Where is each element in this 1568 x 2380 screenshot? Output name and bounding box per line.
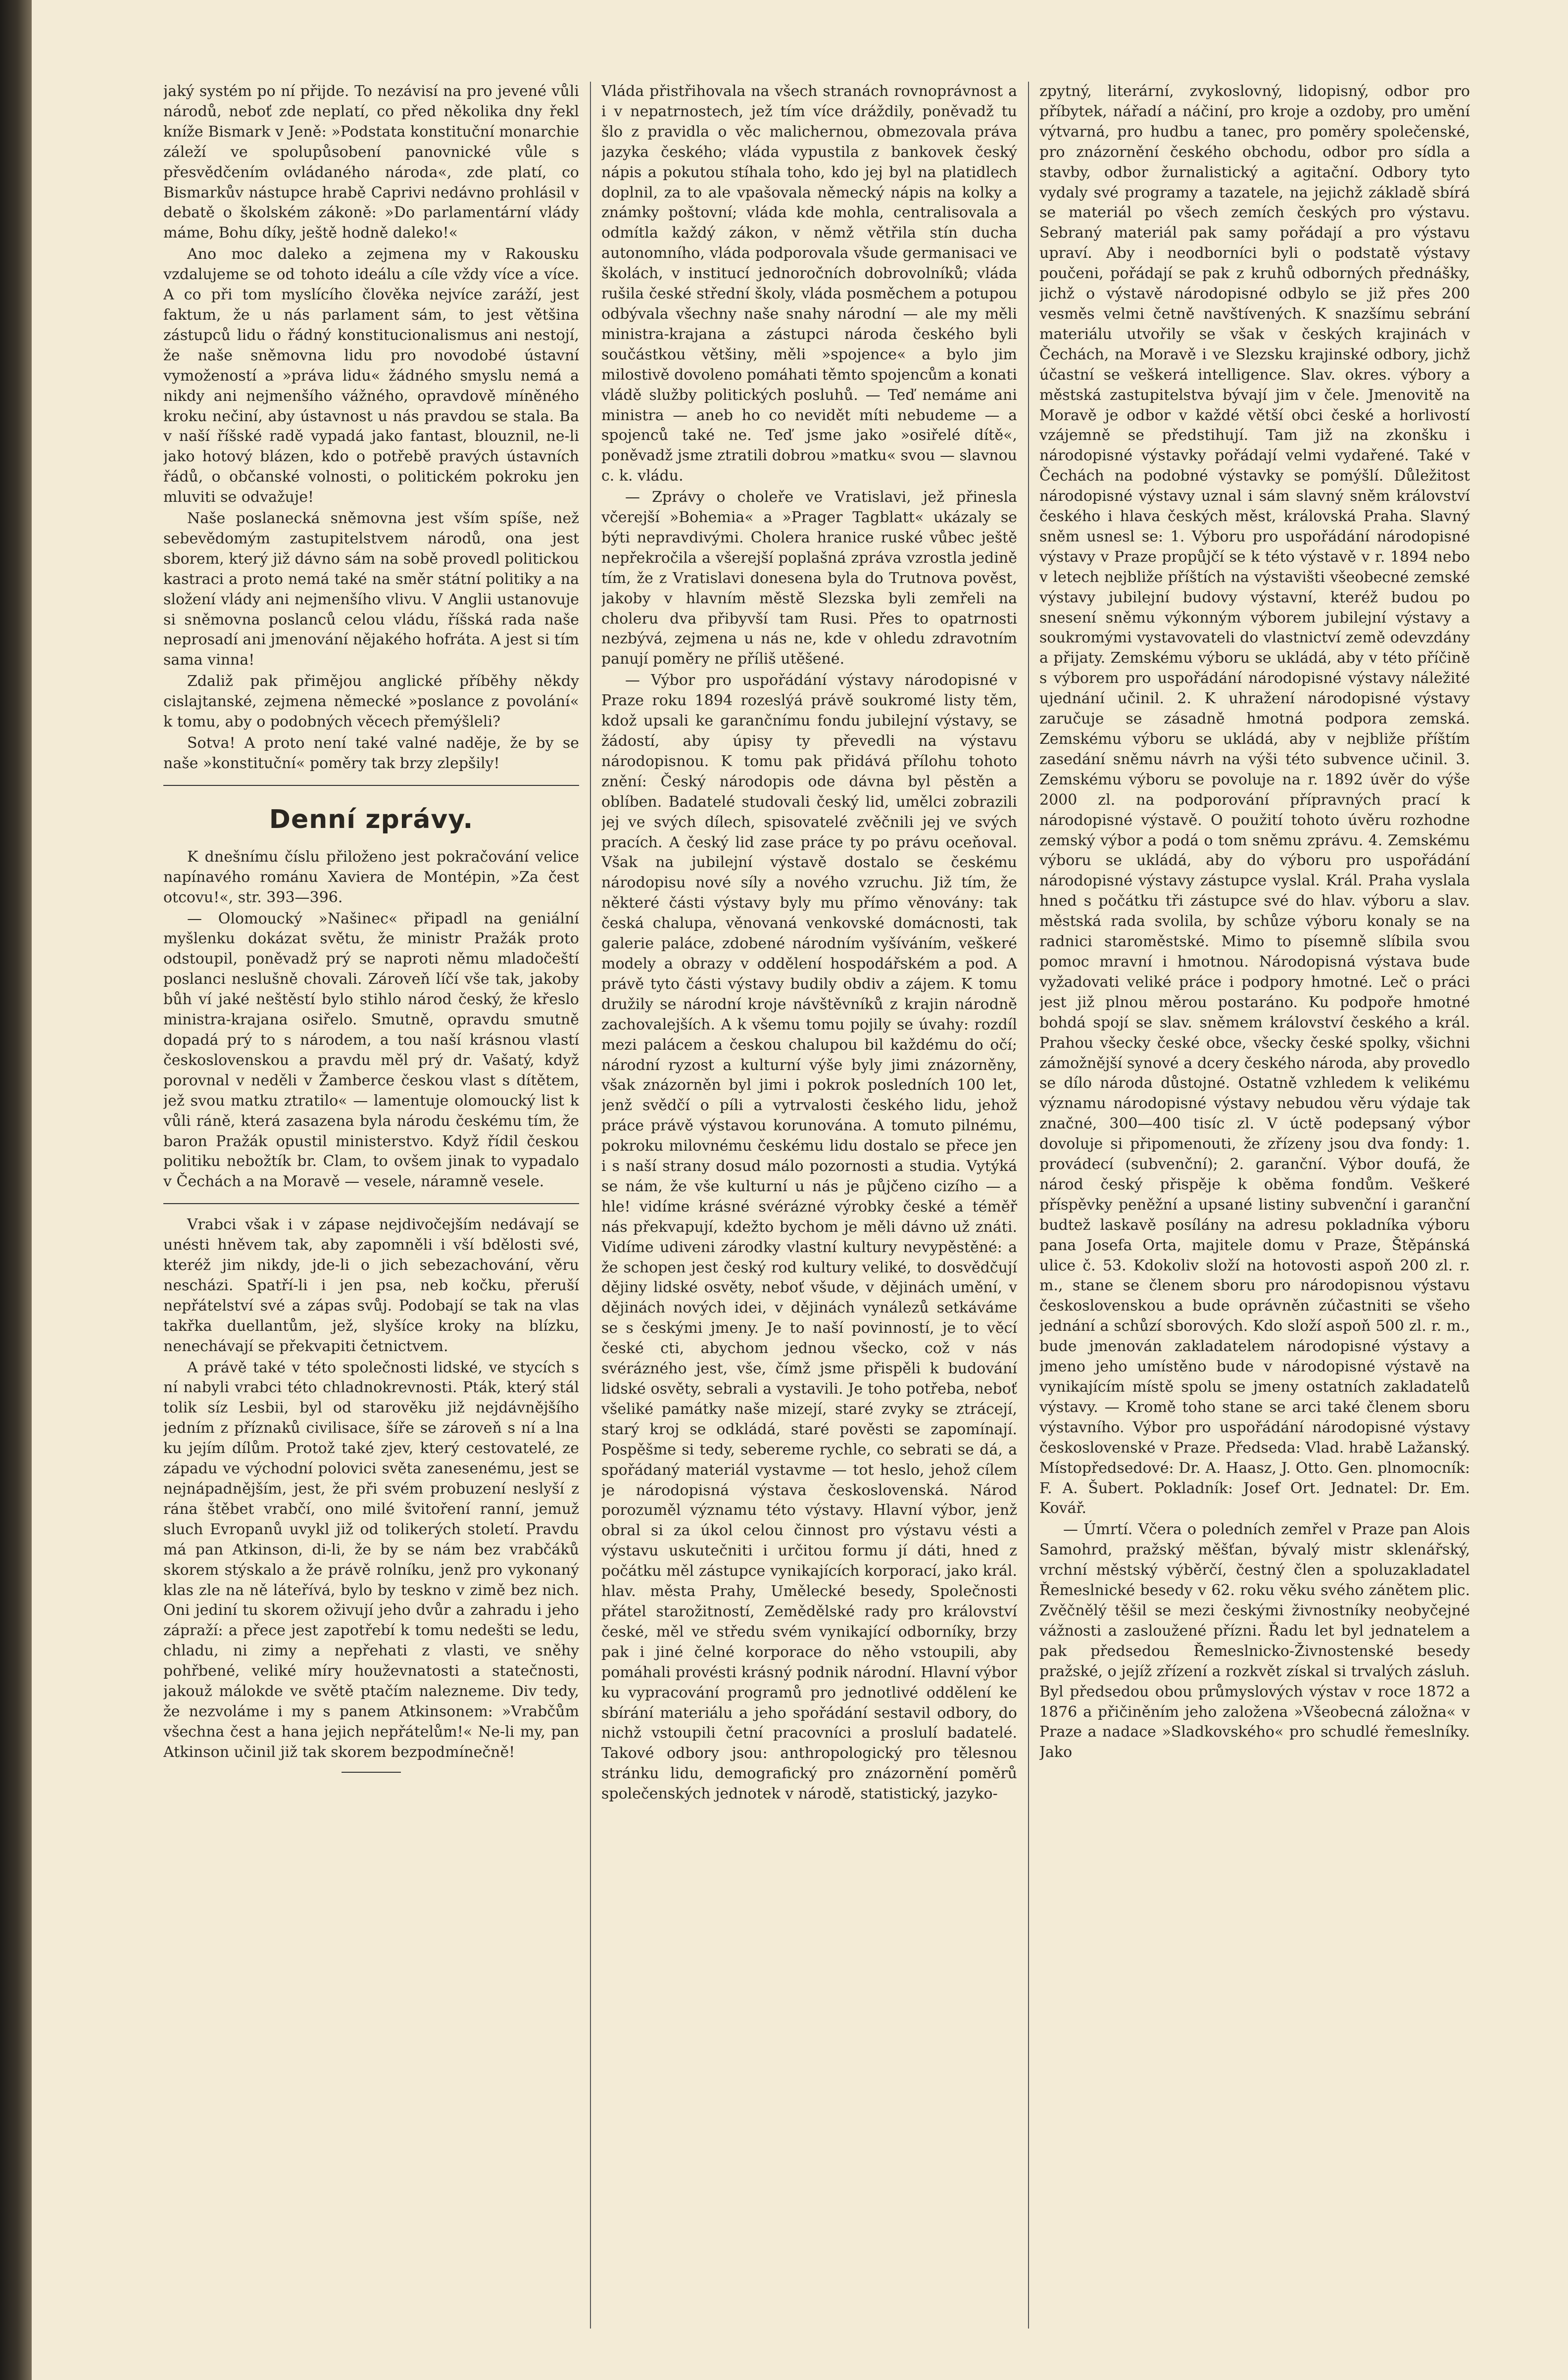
- column-rule: [1028, 82, 1029, 2329]
- paragraph: jaký systém po ní přijde. To nezávisí na pro jevené vůli národů, neboť zde neplatí, co před několika dny řekl kníže Bismark v Jeně: »Podstata konstituční monarchie záleží ve spolupůsobení panovnické vůle s přesvědčením ovládaného národa«, zde platí, co Bismarkův nástupce hrabě Caprivi nedávno prohlásil v debatě o školském zákoně: »Do parlamentární vlády máme, Bohu díky, ještě hodně daleko!«: [163, 83, 579, 242]
- column-rule: [590, 82, 591, 2329]
- column-middle: [601, 82, 1017, 2329]
- newspaper-page: [148, 82, 1485, 2329]
- article-divider: [163, 1203, 579, 1204]
- paragraph: K dnešnímu číslu přiloženo jest pokračování velice napínavého románu Xaviera de Montépin, »Za čest otcovu!«, str. 393—396.: [163, 848, 579, 906]
- paragraph: — Olomoucký »Našinec« připadl na geniální myšlenku dokázat světu, že ministr Pražák proto odstoupil, poněvadž prý se naproti němu mladočeští poslanci neslušně chovali. Zároveň líčí vše tak, jakoby bůh ví jaké neštěstí bylo stihlo národ český, že křeslo ministra-krajana osiřelo. Smutně, opravdu smutně dopadá prý to s národem, a tou naší krásnou vlastí československou a pravdu měl prý dr. Vašatý, když porovnal v neděli v Žamberce českou vlast s dítětem, jež svou matku ztratilo« — lamentuje olomoucký list k vůli ráně, která zasazena byla národu českému tím, že baron Pražák opustil ministerstvo. Když řídil českou politiku nebožtík br. Clam, to ovšem jinak to vypadalo v Čechách a na Moravě — vesele, náramně vesele.: [163, 910, 579, 1191]
- paragraph: Ano moc daleko a zejmena my v Rakousku vzdalujeme se od tohoto ideálu a cíle vždy více a více. A co při tom myslícího člověka nejvíce zaráží, jest faktum, že u nás parlament sám, to jest většina zástupců lidu o řádný konstitucionalismus ani nestojí, že naše sněmovna lidu pro novodobé ústavní vymožeností a »práva lidu« žádného smyslu nemá a nikdy ani nejmenšího vážného, opravdově míněného kroku nečiní, aby ústavnost u nás pravdou se stala. Ba v naší říšské radě vypadá jako fantast, blouznil, ne-li jako hotový blázen, kdo o potřebě pravých ústavních řádů, o občanské volnosti, o politickém pokroku jen mluviti se odvažuje!: [163, 245, 579, 506]
- paragraph: — Výbor pro uspořádání výstavy národopisné v Praze roku 1894 rozeslýá právě soukromé listy těm, kdož upsali ke garančnímu fondu jubilejní výstavy, se žádostí, aby úpisy ty převedli na výstavu národopisnou. K tomu pak přidává přílohu tohoto znění: Český národopis ode dávna byl pěstěn a oblíben. Badatelé studovali český lid, umělci zobrazili jej ve svých dílech, spisovatelé zvěčnili jej ve svých pracích. A český lid zase práce ty po právu oceňoval. Však na jubilejní výstavě dostalo se českému národopisu nové síly a nového vzruchu. Již tím, že některé části výstavy byly mu přímo věnovány: tak česká chalupa, věnovaná venkovské domácnosti, tak galerie paláce, zdobené národním vyšíváním, veškeré modely a obrazy v oddělení hospodářském a pod. A právě tyto části výstavy budily obdiv a zájem. K tomu družily se národní kroje návštěvníků z krajin národně zachovalejších. A k všemu tomu pojily se úvahy: rozdíl mezi palácem a českou chalupou bil každému do očí; národní ryzost a kulturní výše byly jimi znázorněny, však znázorněn byl jimi i pokrok posledních 100 let, jenž svědčí o píli a vytrvalosti českého lidu, jehož práce právě výstavou korunována. A tomuto pilnému, pokroku milovnému českému lidu dostalo se přece jen i s naší strany dosud málo pozornosti a studia. Vytýká se nám, že vše kulturní u nás je půjčeno cizího — a hle! vidíme krásné svérázné výrobky české a téměř nás překvapují, kdežto bychom je měli dávno už znáti. Vidíme udiveni zárodky vlastní kultury nevypěstěné: a že schopen jest český rod kultury veliké, to dosvědčují dějiny lidské osvěty, neboť všude, v dějinách umění, v dějinách nových idei, v dějinách vynálezů setkáváme se s českými jmeny. Je to naší povinností, je to věcí české cti, abychom jednou všecko, což v nás svérázného jest, vše, čímž jsme přispěli k budování lidské osvěty, sebrali a vystavili. Je toho potřeba, neboť všeliké památky naše mizejí, staré zvyky se ztrácejí, starý kroj se odkládá, staré pověsti se zapomínají. Pospěšme si tedy, sebereme rychle, co sebrati se dá, a spořádaný materiál vystavme — tot heslo, jehož cílem je národopisná výstava československá. Národ porozuměl významu této výstavy. Hlavní výbor, jenž obral si za úkol celou činnost pro výstavu vésti a výstavu uskutečniti i určitou formu jí dáti, hned z počátku měl zástupce vynikajících korporací, jako král. hlav. města Prahy, Umělecké besedy, Společnosti přátel starožitností, Zemědělské rady pro království české, měl ve středu svém vynikající odborníky, brzy pak i jiné čelné korporace do něho vstoupili, aby pomáhali provésti krásný podnik národní. Hlavní výbor ku vypracování programů pro jednotlivé oddělení ke sbírání materiálu a jeho spořádání sestavil odbory, do nichž vstoupili četní pracovníci a proslulí badatelé. Takové odbory jsou: anthropologický pro tělesnou stránku lidu, demografický pro znázornění poměrů společenských jednotek v národě, statistický, jazyko-: [601, 672, 1017, 1803]
- section-divider: [163, 785, 579, 786]
- paragraph: — Zprávy o choleře ve Vratislavi, jež přinesla včerejší »Bohemia« a »Prager Tagblatt« ukázaly se býti nepravdivými. Cholera hranice ruské vůbec ještě nepřekročila a všerejší poplašná zpráva vzrostla jedině tím, že z Vratislavi donesena byla do Trutnova pověst, jakoby v hlavním městě Slezska byli zemřeli na choleru dva přibyvší tam Rusi. Přes to opatrnosti nezbývá, zejmena u nás ne, kde v ohledu zdravotním panují poměry ne příliš utěšené.: [601, 488, 1017, 668]
- paragraph: — Úmrtí. Včera o poledních zemřel v Praze pan Alois Samohrd, pražský měšťan, bývalý mistr sklenářský, vrchní městský výběrčí, čestný člen a spoluzakladatel Řemeslnické besedy v 62. roku věku svého zánětem plic. Zvěčnělý těšil se mezi českými živnostníky neobyčejné vážnosti a zasloužené přízni. Řadu let byl jednatelem a pak předsedou Řemeslnicko-Živnostenské besedy pražské, o jejíž zřízení a rozkvět získal si trvalých zásluh. Byl předsedou obou průmyslových výstav v roce 1872 a 1876 a přičiněním jeho založena »Všeobecná záložna« v Praze a nadace »Sladkovského« pro schudlé řemeslníky. Jako: [1039, 1521, 1470, 1761]
- column-left: [163, 82, 579, 2329]
- column-right: [1039, 82, 1470, 2329]
- paragraph: Naše poslanecká sněmovna jest vším spíše, než sebevědomým zastupitelstvem národů, ona jest sborem, který již dávno sám na sobě provedl politickou kastraci a proto nemá také na směr státní politiky a na složení vlády ani nejmenšího vlivu. V Anglii ustanovuje si sněmovna poslanců celou vládu, říšská rada naše neprosadí ani jmenování nějakého hofráta. A jest si tím sama vinna!: [163, 510, 579, 669]
- end-rule: [342, 1772, 401, 1773]
- paragraph: Zdaliž pak přimějou anglické příběhy někdy cislajtanské, zejmena německé »poslance z povolání« k tomu, aby o podobných věcech přemýšleli?: [163, 673, 579, 731]
- page-edge-shadow: [0, 0, 32, 2380]
- paragraph: Vrabci však i v zápase nejdivočejším nedávají se unésti hněvem tak, aby zapomněli i vší bdělosti své, kteréž jim nikdy, jde-li o jich sebezachování, věru nescházi. Spatří-li i jen psa, neb kočku, přeruší nepřátelství své a zápas svůj. Podobají se tak na vlas takřka duellantům, jež, slyšíce kroky na blízku, nenechávají se překvapiti četnictvem.: [163, 1216, 579, 1355]
- section-heading: Denní zprávy.: [269, 804, 474, 834]
- paragraph: A právě také v této společnosti lidské, ve stycích s ní nabyli vrabci této chladnokrevnosti. Pták, který stál tolik síz Lesbii, byl od starověku již nejdávnějšího jedním z příznaků civilisace, šíře se zároveň s ní a lna ku jejím dílům. Protož také zjev, který cestovatelé, ze západu ve východní polovici světa zanesenému, jest se nejnápadnějším, jest, že při svém probuzení neslyší z rána štěbet vrabčí, ono milé švitoření ranní, jemuž sluch Evropanů uvykl již od tolikerých století. Pravdu má pan Atkinson, di-li, že by se nám bez vrabčáků skorem stýskalo a že právě rolníku, jenž pro vykonaný klas zle na ně láteřívá, bylo by teskno v zimě bez nich. Oni jediní tu skorem oživují jeho dvůr a zahradu i jeho zápraží: a přece jest zapotřebí k tomu nedešti se ledu, chladu, ni zimy a nepřehati z vlasti, ve sněhy pohřbené, veliké míry houževnatosti a statečnosti, jakouž málokde ve světě ptačím nalezneme. Div tedy, že nezvoláme i my s panem Atkinsonem: »Vrabčům všechna čest a hana jejich nepřátelům!« Ne-li my, pan Atkinson učinil již tak skorem bezpodmínečně!: [163, 1359, 579, 1761]
- paragraph: Vláda přistřihovala na všech stranách rovnoprávnost a i v nepatrnostech, jež tím více dráždily, poněvadž tu šlo z pravidla o věc malichernou, obmezovala práva jazyka českého; vláda vypustila z bankovek český nápis a pokutou stíhala toho, kdo jej byl na platidlech doplnil, za to ale vpašovala německý nápis na kolky a známky poštovní; vláda kde mohla, centralisovala a odmítla každý zákon, v němž větřila stín ducha autonomního, vláda podporovala všude germanisaci ve školách, v institucí jednoročních dobrovolníků; vláda rušila české střední školy, vláda posměchem a potupou odbývala všechny naše snahy národní — ale my měli ministra-krajana a zástupci národa českého byli součástkou většiny, měli »spojence« a bylo jim milostivě dovoleno pomáhati těmto spojencům a konati vládě služby politických posluhů. — Teď nemáme ani ministra — aneb ho co nevidět míti nebudeme — a spojenců také ne. Teď jsme jako »osiřelé dítě«, poněvadž jsme ztratili dobrou »matku« svou — slavnou c. k. vládu.: [601, 83, 1017, 485]
- paragraph: Sotva! A proto není také valné naděje, že by se naše »konstituční« poměry tak brzy zlepšily!: [163, 734, 579, 772]
- paragraph: zpytný, literární, zvykoslovný, lidopisný, odbor pro příbytek, nářadí a náčiní, pro kroje a ozdoby, pro umění výtvarná, pro hudbu a tanec, pro poměry společenské, pro znázornění českého obchodu, odbor pro sídla a stavby, odbor žurnalistický a agitační. Odbory tyto vydaly své programy a tazatele, na jejichž základě sbírá se materiál po všech zemích českých pro výstavu. Sebraný materiál pak samy pořádají a pro výstavu upraví. Aby i neodborníci byli o podstatě výstavy poučeni, pořádají se pak z kruhů odborných přednášky, jichž o výstavě národopisné odbylo se již přes 200 vesměs velmi četně navštívených. K snazšímu sebrání materiálu utvořily se však v českých krajinách v Čechách, na Moravě i ve Slezsku krajinské odbory, jichž účastní se veškerá intelligence. Slav. okres. výbory a městská zastupitelstva bývají jim v čele. Jmenovitě na Moravě je odbor v každé větší obci české a horlivostí vzájemně se předstihují. Tam již na zkonšku i národopisné výstavky pořádají velmi vydařené. Také v Čechách na podobné výstavky se pomýšlí. Důležitost národopisné výstavy uznal i sám slavný sněm království českého i hlava českých měst, královská Praha. Slavný sněm usnesl se: 1. Výboru pro uspořádání národopisné výstavy v Praze propůjčí se k této výstavě v r. 1894 nebo v letech nejbliže příštích na výstavišti všeobecné zemské výstavy jubilejní budovy výstavní, kteréž budou po snesení sněmu výkonným výborem jubilejní výstavy a soukromými vystavovateli do vlastnictví země odevzdány a přijaty. Zemskému výboru se ukládá, aby v této příčině s výborem pro uspořádání národopisné výstavy náležité ujednání učinil. 2. K uhražení národopisné výstavy zaručuje se zásadně hmotná podpora zemská. Zemskému výboru se ukládá, aby v nejbliže příštím zasedání sněmu návrh na výši této subvence učinil. 3. Zemskému výboru se povoluje na r. 1892 úvěr do výše 2000 zl. na podporování přípravných prací k národopisné výstavě. O použití tohoto úvěru rozhodne zemský výbor a podá o tom sněmu zprávu. 4. Zemskému výboru se ukládá, aby do výboru pro uspořádání národopisné výstavy zástupce vyslal. Král. Praha vyslala hned s počátku tři zástupce své do hlav. výboru a slav. městská rada svolila, by schůze výboru konaly se na radnici staroměstské. Mimo to písemně slíbila svou pomoc mravní i hmotnou. Národopisná výstava bude vyžadovati veliké práce i podpory hmotné. Leč o práci jest již plnou měrou postaráno. Ku podpoře hmotné bohdá spojí se slav. sněmem království českého a král. Prahou všecky české obce, všecky české spolky, všichni zámožnější synové a dcery českého národa, aby provedlo se dílo národa důstojné. Ostatně vzhledem k velikému významu národopisné výstavy nebudou věru výdaje tak značné, 300—400 tisíc zl. V úctě podepsaný výbor dovoluje si připomenouti, že zřízeny jsou dva fondy: 1. provádecí (subvenční); 2. garanční. Výbor doufá, že národ český přispěje k oběma fondům. Veškeré příspěvky peněžní a upsané listiny subvenční i garanční budtež laskavě posílány na adresu pokladníka výboru pana Josefa Orta, majitele domu v Praze, Štěpánská ulice č. 53. Kdokoliv složí na hotovosti aspoň 200 zl. r. m., stane se členem sboru pro národopisnou výstavu československou a bude oprávněn zúčastniti se všeho jednání a schůzí sborových. Kdo složí aspoň 500 zl. r. m., bude jmenován zakladatelem národopisné výstavy a jmeno jeho umístěno bude v národopisné výstavě na vynikajícím místě spolu se jmeny ostatních zakladatelů výstavy. — Kromě toho stane se arci také členem sboru výstavního. Výbor pro uspořádání národopisné výstavy československé v Praze. Předseda: Vlad. hrabě Lažanský. Místopředsedové: Dr. A. Haasz, J. Otto. Gen. plnomocník: F. A. Šubert. Pokladník: Josef Ort. Jednatel: Dr. Em. Kovář.: [1039, 83, 1470, 1517]
